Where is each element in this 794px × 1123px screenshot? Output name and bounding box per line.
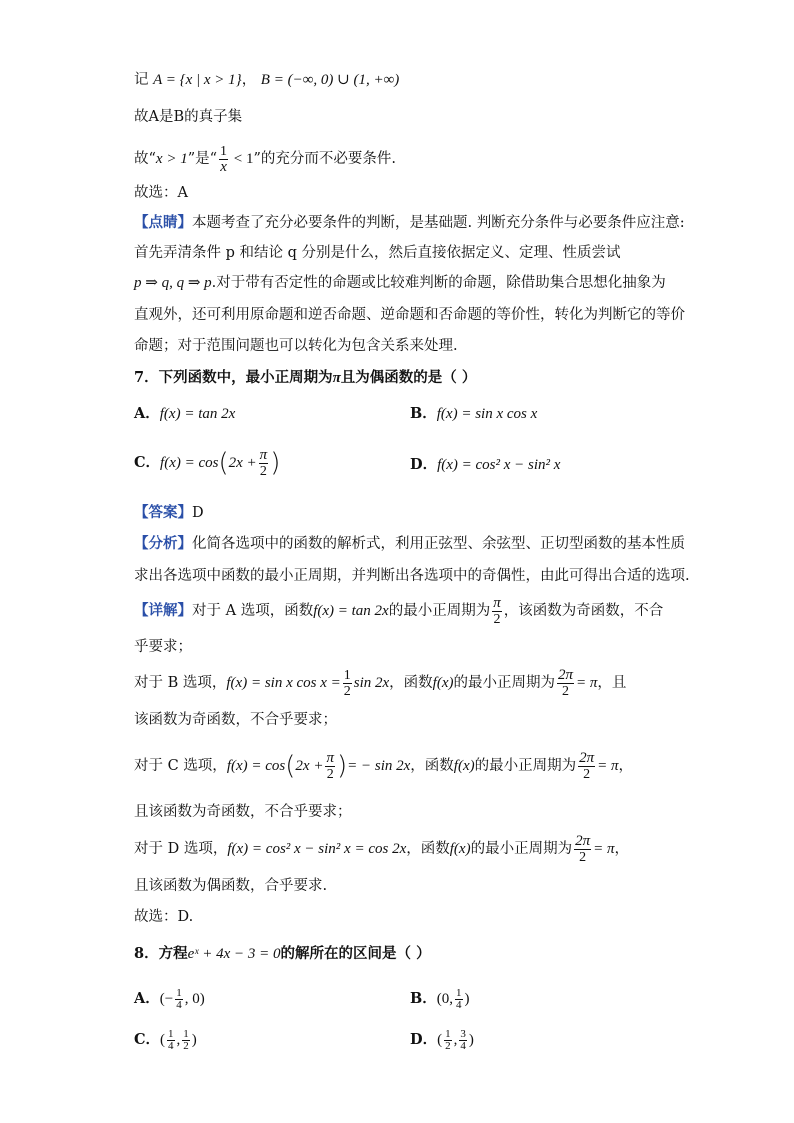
numerator: 1 [220,143,228,159]
numerator: π [326,749,334,766]
text: ) [464,991,470,1007]
fraction [459,1029,467,1052]
fraction [325,751,335,782]
fraction [557,668,574,699]
text: 的最小正周期为 [474,758,577,774]
text: ( [437,1032,443,1048]
q8-option-a [134,982,205,1016]
q7-choose: 故选：D. [134,909,194,925]
denominator: 2 [445,1039,451,1052]
math-equation: eˣ + 4x − 3 = 0 [187,946,281,962]
option-label: C． [134,454,161,471]
fraction [219,144,228,175]
text: 的最小正周期为 [453,675,555,691]
answer-value: D [192,505,204,521]
option-label: B． [410,405,437,422]
math-equals: = π [597,758,619,774]
text: 本题考查了充分必要条件的判断，是基础题. 判断充分条件与必要条件应注意: [192,215,685,231]
denominator: 2 [326,766,334,782]
denominator: 2 [562,683,569,699]
subset-line: 故A是B的真子集 [134,109,243,125]
right-paren: ) [336,751,348,781]
fraction [167,1029,175,1052]
math-expression: f(x) = cos² x − sin² x = cos 2x [227,841,407,857]
text: 的解所在的区间是（ ） [280,945,431,962]
text: 对于 B 选项， [134,675,227,691]
q7-detail-b-2: 该函数为奇函数，不合乎要求； [134,712,337,728]
text: 对于 D 选项， [134,841,228,857]
q7-option-a [134,404,235,424]
q8-stem [134,944,431,964]
math-implication: p ⇒ q, q ⇒ p [134,275,212,291]
option-label: A． [134,990,160,1007]
denominator: 2 [183,1039,189,1052]
text: , [453,1032,458,1048]
math-expression: = − sin 2x [347,758,411,774]
text: 且为偶函数的是（ ） [340,369,477,386]
text: (− [159,991,174,1007]
choice-line: 故选：A [134,185,188,201]
text: ) [468,1032,474,1048]
text: 记 [134,72,149,88]
math-expression-inner: 2x + [295,758,324,774]
q7-detail-c-2: 且该函数为奇函数，不合乎要求； [134,804,352,820]
denominator: 4 [456,998,462,1011]
text: ) [191,1032,197,1048]
option-expression: f(x) = tan 2x [159,406,236,422]
option-label: A． [134,405,160,422]
text: , [176,1032,181,1048]
fraction [574,834,591,865]
dianjing-line-2: 首先弄清条件 p 和结论 q 分别是什么，然后直接依据定义、定理、性质尝试 [134,245,621,261]
text: ，该函数为奇函数，不合 [503,603,664,619]
math-fx: f(x) [449,841,471,857]
text: ， [618,758,634,774]
option-label: D． [410,1031,438,1048]
q7-detail-a [134,594,663,628]
math-fx: f(x) [432,675,454,691]
denominator: 2 [259,463,267,479]
text: 故“ [134,151,156,167]
math-fx: f(x) [453,758,475,774]
numerator: π [493,594,501,611]
q7-option-c [134,443,280,483]
dianjing-line-3 [134,273,666,293]
detail-tag: 【详解】 [134,602,192,619]
fraction [444,1029,452,1052]
q7-detail-c [134,744,633,788]
left-paren: ( [218,448,229,478]
option-label: B． [410,990,437,1007]
q7-option-d [410,455,560,475]
math-condition: x > 1 [155,151,188,167]
q7-stem [134,368,476,388]
math-equals: = π [593,841,615,857]
dianjing-line-4: 直观外，还可利用原命题和逆否命题、逆命题和否命题的等价性，转化为判断它的等价 [134,307,685,323]
text: 7．下列函数中，最小正周期为 [134,369,333,386]
q8-option-b [410,982,470,1016]
math-equals: = π [576,675,598,691]
right-paren: ) [270,448,281,478]
math-pi: π [332,370,341,386]
text: ( [160,1032,166,1048]
numerator: 2π [579,749,595,766]
fraction [455,988,463,1011]
fraction [578,751,595,782]
math-expression: f(x) = cos [226,758,286,774]
text: , 0) [184,991,205,1007]
text: 对于 A 选项，函数 [192,603,314,619]
denominator: 2 [343,683,351,699]
q7-detail-d [134,830,629,868]
text: ”是“ [187,151,218,167]
option-expression: f(x) = sin x cos x [436,406,538,422]
text: 对于 C 选项， [134,758,227,774]
q8-option-d [410,1023,474,1057]
option-expression-inner: 2x + [228,455,257,471]
fraction [492,596,502,627]
q8-option-c [134,1023,197,1057]
dianjing-line-1 [134,213,685,233]
numerator: 1 [445,1027,451,1040]
denominator: 2 [583,766,591,782]
math-expression: f(x) = sin x cos x = [226,675,341,691]
set-definition-line [134,70,399,90]
option-expression: f(x) = cos [160,455,219,471]
numerator: 2π [575,832,591,849]
text: ”的充分而不必要条件. [253,151,397,167]
fraction [175,988,183,1011]
denominator: 4 [460,1039,466,1052]
numerator: π [259,446,268,463]
text: ，且 [597,675,627,691]
denominator: 4 [176,998,182,1011]
denominator: x [220,158,227,175]
text: ， [241,72,257,88]
conclusion-line [134,142,396,176]
text: ， [614,841,629,857]
text: 的最小正周期为 [470,841,573,857]
analysis-tag: 【分析】 [134,535,192,552]
text: ，函数 [389,675,433,691]
math-expression: f(x) = tan 2x [313,603,389,619]
numerator: 1 [183,1027,189,1040]
q7-detail-a-2: 乎要求； [134,639,192,655]
text: 化简各选项中的函数的解析式，利用正弦型、余弦型、正切型函数的基本性质 [192,536,685,552]
numerator: 3 [460,1027,466,1040]
q7-analysis-1 [134,534,685,554]
numerator: 1 [176,986,182,999]
fraction [182,1029,190,1052]
q7-detail-d-2: 且该函数为偶函数，合乎要求. [134,878,328,894]
denominator: 2 [579,849,587,865]
math-set-b: B = (−∞, 0) ∪ (1, +∞) [260,72,400,88]
math-set-a: A = {x | x > 1} [153,72,242,88]
option-label: C． [134,1031,161,1048]
left-paren: ( [285,751,296,781]
denominator: 4 [168,1039,174,1052]
text: .对于带有否定性的命题或比较难判断的命题，除借助集合思想化抽象为 [211,275,666,291]
q7-option-b [410,404,537,424]
text: ，函数 [410,758,454,774]
dianjing-line-5: 命题；对于范围问题也可以转化为包含关系来处理. [134,338,458,354]
math-compare: < 1 [230,151,254,167]
fraction [343,668,352,699]
numerator: 1 [343,667,351,683]
text: ，函数 [406,841,450,857]
q7-detail-b [134,664,626,702]
math-expression: sin 2x [353,675,390,691]
answer-tag: 【答案】 [134,504,192,521]
option-label: D． [410,456,438,473]
fraction [259,448,269,479]
q7-answer [134,503,204,523]
option-expression: f(x) = cos² x − sin² x [437,457,561,473]
numerator: 1 [168,1027,174,1040]
text: (0, [436,991,454,1007]
denominator: 2 [493,611,501,627]
text: 8．方程 [134,945,188,962]
q7-analysis-2: 求出各选项中函数的最小正周期，并判断出各选项中的奇偶性，由此可得出合适的选项. [134,568,690,584]
dianjing-tag: 【点睛】 [134,214,192,231]
text: 的最小正周期为 [388,603,491,619]
numerator: 1 [456,986,462,999]
numerator: 2π [558,666,574,683]
